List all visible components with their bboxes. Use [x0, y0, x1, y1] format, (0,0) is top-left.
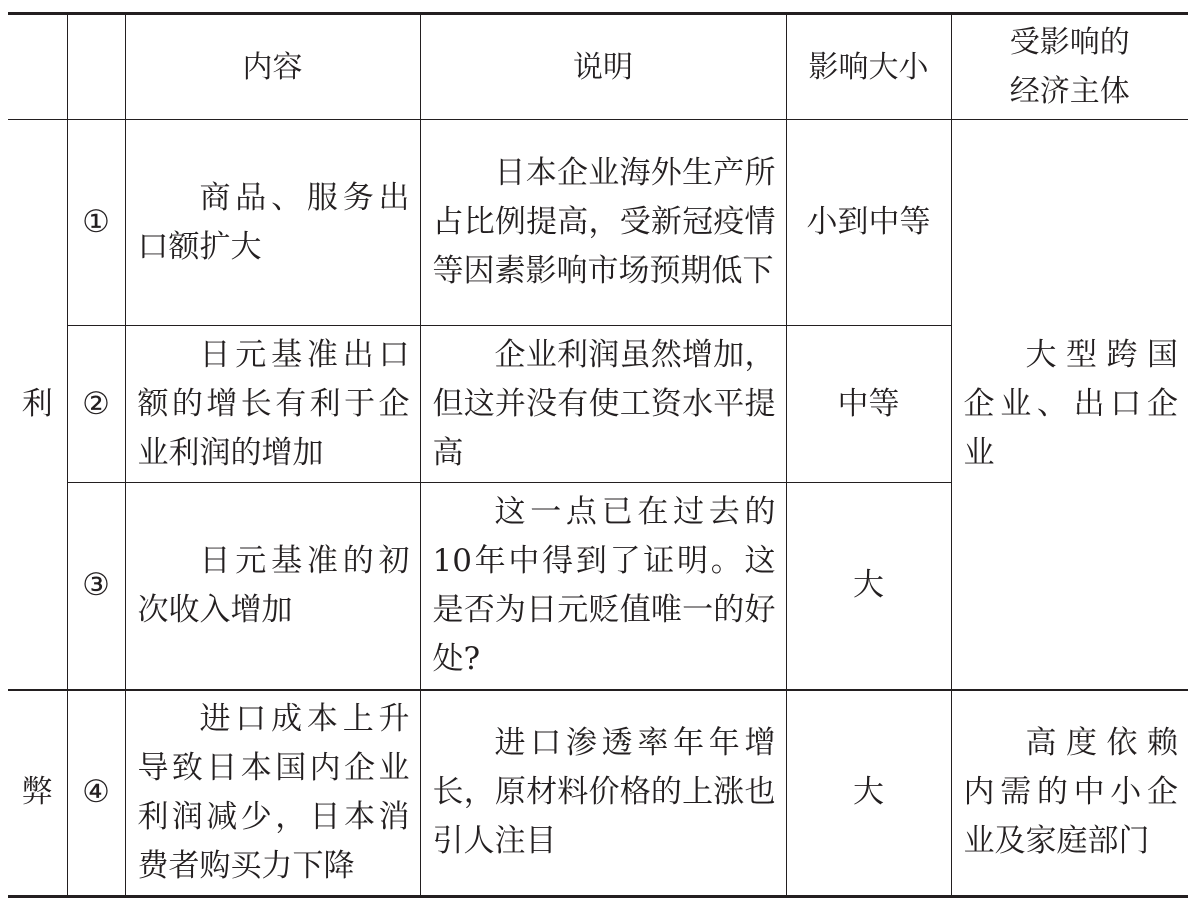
row-impact: 大 — [786, 690, 951, 897]
table-row — [8, 120, 1188, 326]
row-impact: 大 — [786, 483, 951, 690]
header-content: 内容 — [125, 14, 420, 120]
yen-depreciation-table — [8, 12, 1188, 898]
row-content: 日元基准出口额的增长有利于企业利润的增加 — [125, 326, 420, 483]
header-blank-num — [67, 14, 125, 120]
header-impact: 影响大小 — [786, 14, 951, 120]
header-note: 说明 — [420, 14, 786, 120]
affected-con: 高度依赖内需的中小企业及家庭部门 — [951, 690, 1188, 897]
row-content: 进口成本上升导致日本国内企业利润减少，日本消费者购买力下降 — [125, 690, 420, 897]
row-note: 进口渗透率年年增长，原材料价格的上涨也引人注目 — [420, 690, 786, 897]
table-row — [8, 690, 1188, 897]
affected-pro: 大型跨国企业、出口企业 — [951, 120, 1188, 690]
header-row — [8, 14, 1188, 120]
row-number: ④ — [67, 690, 125, 897]
group-label-con: 弊 — [8, 690, 67, 897]
row-impact: 中等 — [786, 326, 951, 483]
row-note: 日本企业海外生产所占比例提高，受新冠疫情等因素影响市场预期低下 — [420, 120, 786, 326]
group-label-pro: 利 — [8, 120, 67, 690]
row-number: ② — [67, 326, 125, 483]
header-affected — [951, 14, 1188, 120]
header-blank-group — [8, 14, 67, 120]
row-note: 企业利润虽然增加，但这并没有使工资水平提高 — [420, 326, 786, 483]
header-affected-line1: 受影响的 — [1009, 25, 1130, 60]
header-affected-line2: 经济主体 — [1009, 74, 1130, 109]
row-number: ① — [67, 120, 125, 326]
row-content: 日元基准的初次收入增加 — [125, 483, 420, 690]
row-note: 这一点已在过去的10年中得到了证明。这是否为日元贬值唯一的好处? — [420, 483, 786, 690]
row-number: ③ — [67, 483, 125, 690]
row-content: 商品、服务出口额扩大 — [125, 120, 420, 326]
row-impact: 小到中等 — [786, 120, 951, 326]
